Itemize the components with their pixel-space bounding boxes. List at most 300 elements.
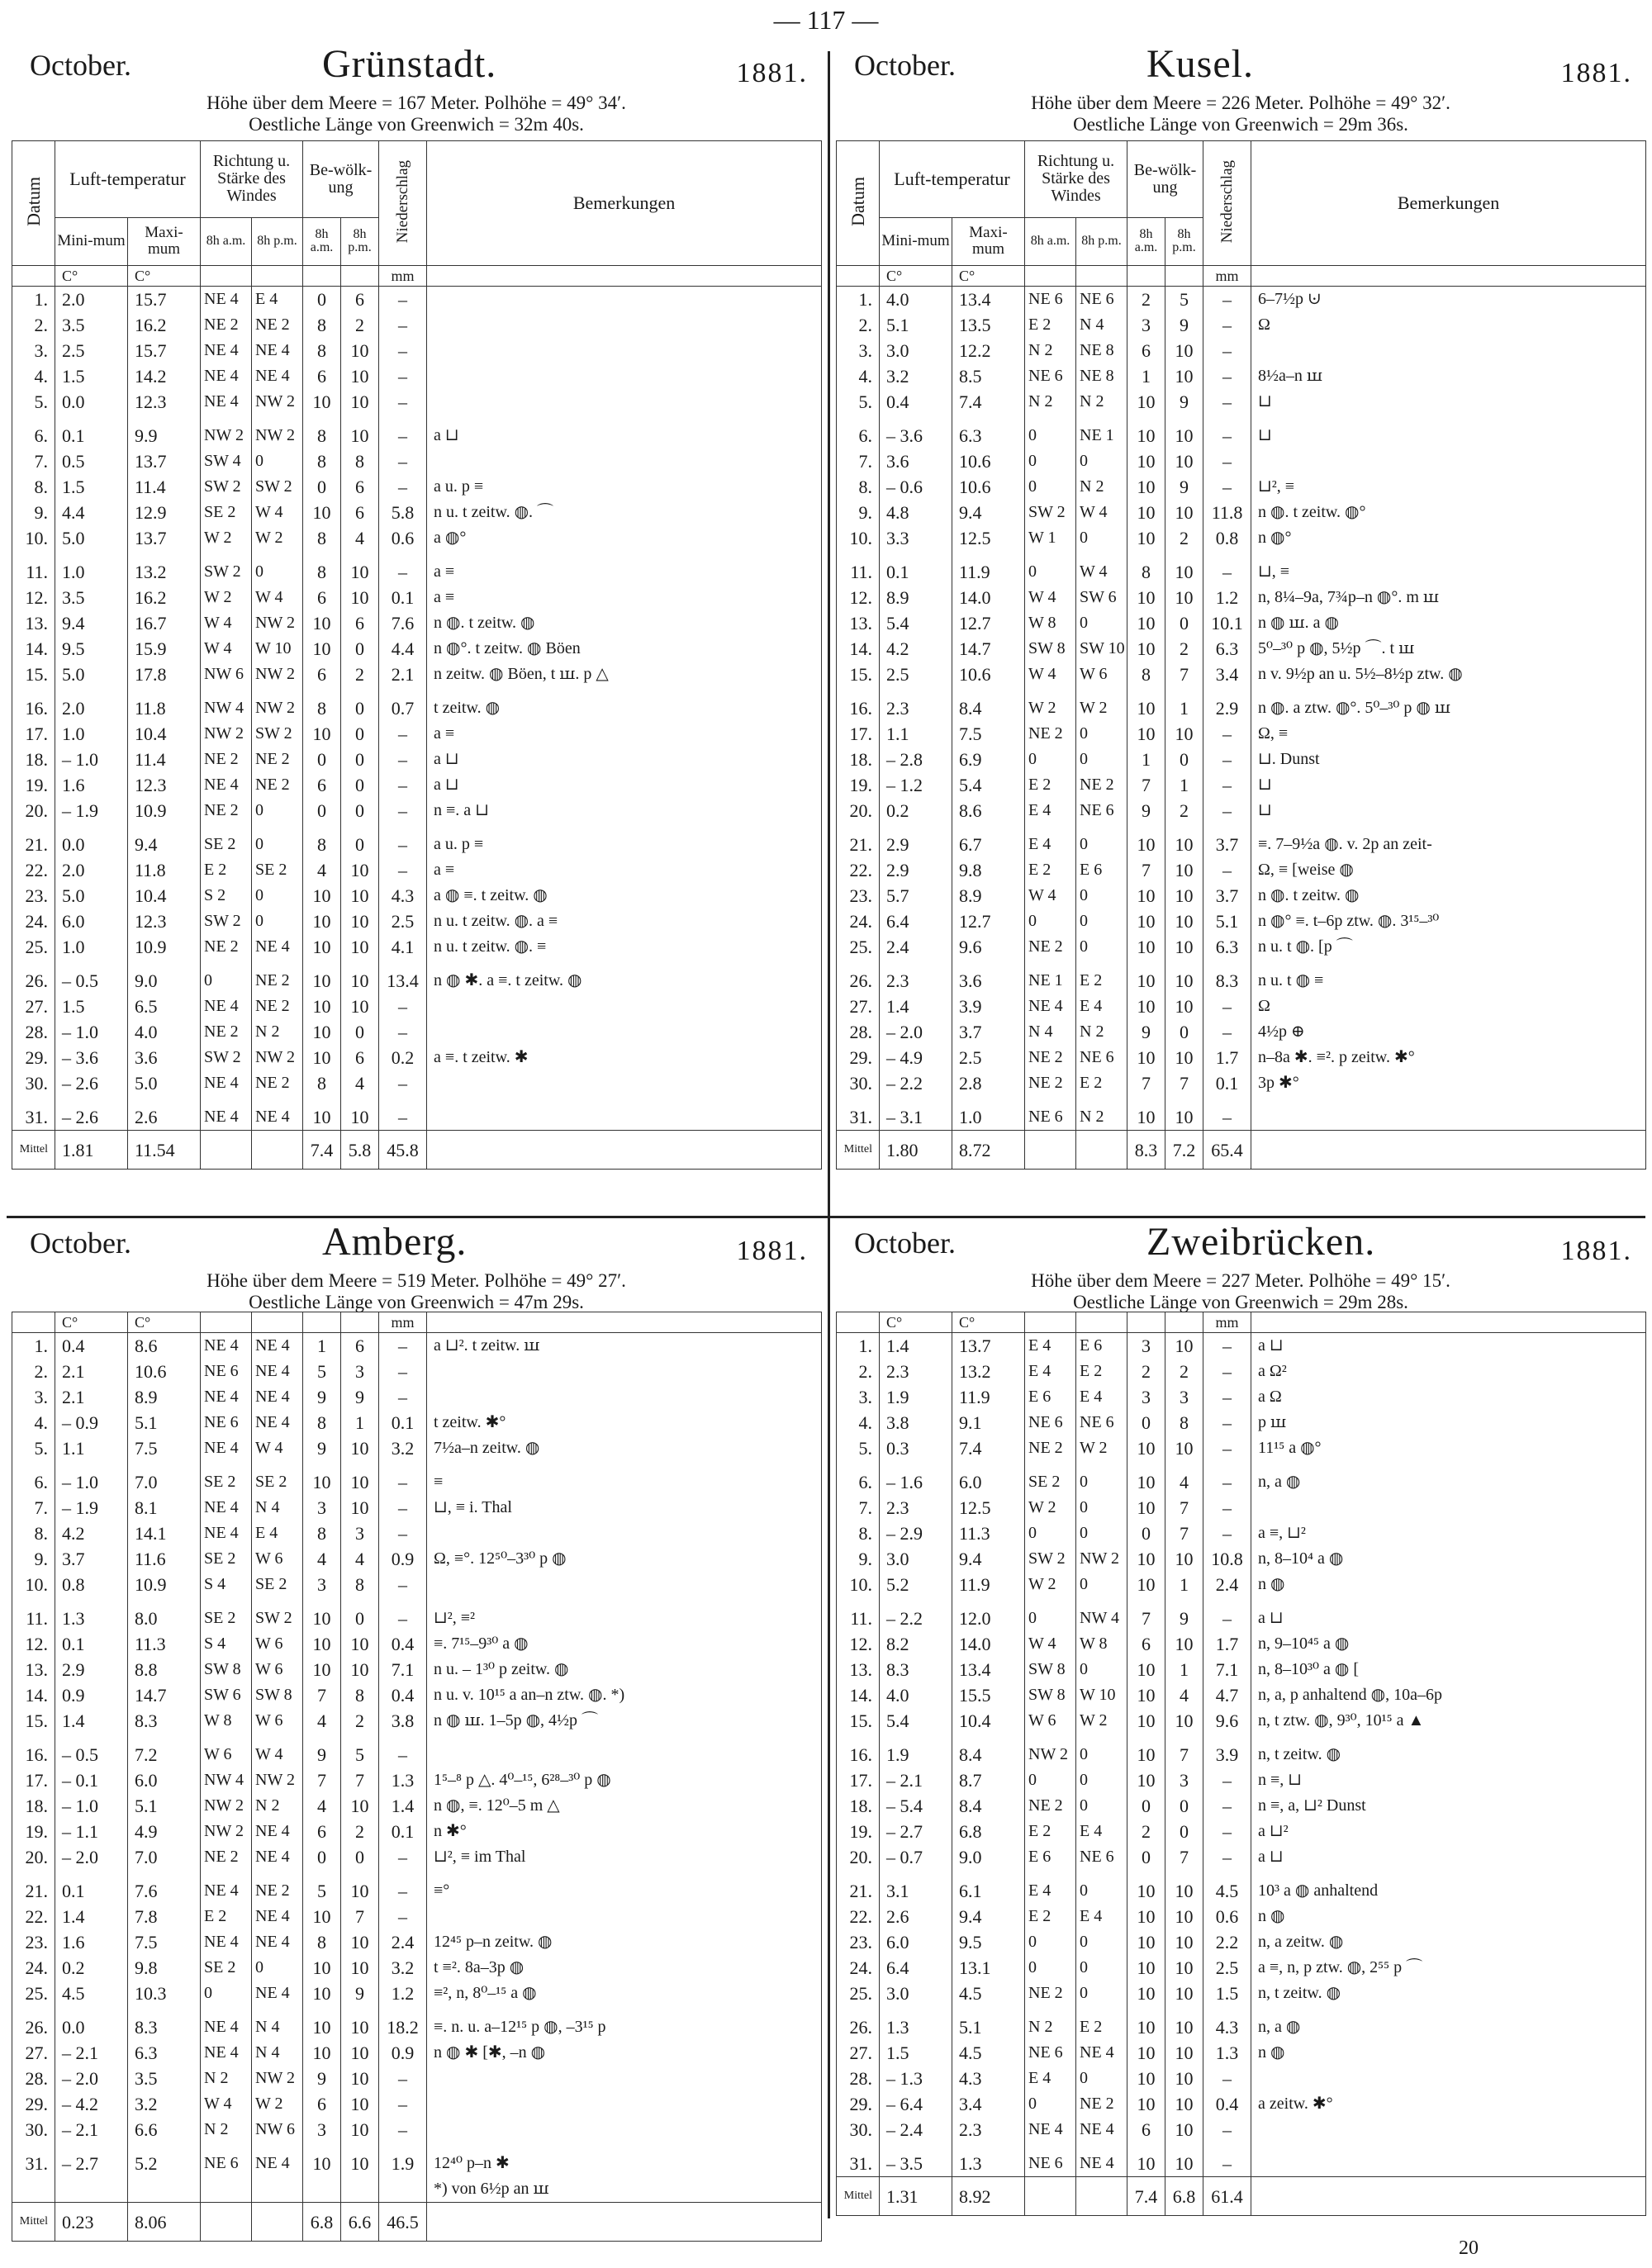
min-temp-cell: – 2.2 [880, 1597, 952, 1631]
wind-pm-cell: NE 8 [1076, 338, 1127, 363]
max-temp-cell: 6.0 [952, 1461, 1025, 1495]
precip-cell: – [1203, 448, 1251, 474]
wind-am-cell: 0 [1025, 1597, 1076, 1631]
cloud-am-cell: 0 [1127, 1521, 1165, 1546]
mittel-min-temp-cell: 1.80 [880, 1131, 952, 1170]
max-temp-cell: 10.6 [952, 448, 1025, 474]
min-temp-cell: 0.0 [55, 2006, 128, 2040]
precip-cell: – [379, 312, 427, 338]
max-temp-cell: 7.0 [128, 1844, 201, 1870]
wind-pm-cell: 0 [1076, 610, 1127, 636]
wind-am-cell: SW 8 [1025, 1682, 1076, 1708]
table-row [837, 1495, 1646, 1521]
table-row [12, 2142, 822, 2176]
wind-pm-cell: 0 [1076, 823, 1127, 857]
datum-cell: 18. [837, 1793, 880, 1819]
cloud-pm-cell: 7 [1165, 662, 1203, 687]
min-temp-cell: 1.0 [55, 551, 128, 585]
cloud-am-cell: 7 [1127, 857, 1165, 883]
precip-cell: – [1203, 287, 1251, 313]
remarks-cell: n, 8–10³⁰ a ◍ [ [1251, 1657, 1646, 1682]
wind-pm-cell: SW 8 [252, 1682, 303, 1708]
datum-cell: 22. [12, 1904, 55, 1929]
max-temp-cell: 4.5 [952, 2040, 1025, 2066]
cloud-am-cell: 10 [303, 1631, 341, 1657]
remarks-cell: a Ω [1251, 1384, 1646, 1410]
precip-cell: – [1203, 2142, 1251, 2177]
remarks-cell [1251, 2117, 1646, 2142]
remarks-cell: n, a ◍ [1251, 1461, 1646, 1495]
cloud-am-cell: 10 [1127, 585, 1165, 610]
cloud-pm-cell: 10 [1165, 1546, 1203, 1572]
cloud-am-cell: 1 [1127, 747, 1165, 772]
min-temp-cell: 1.5 [55, 363, 128, 389]
cloud-pm-cell: 10 [341, 363, 379, 389]
table-row [837, 1384, 1646, 1410]
min-temp-cell: 0.2 [55, 1955, 128, 1981]
cloud-am-cell: 6 [303, 662, 341, 687]
min-temp-cell: 4.2 [880, 636, 952, 662]
min-temp-cell: 8.2 [880, 1631, 952, 1657]
wind-pm-cell: W 4 [252, 585, 303, 610]
min-temp-cell: – 0.6 [880, 474, 952, 500]
cloud-am-cell: 10 [1127, 2066, 1165, 2091]
cloud-am-cell: 10 [303, 500, 341, 525]
min-temp-cell: – 1.0 [55, 1461, 128, 1495]
wind-am-cell: 0 [1025, 1767, 1076, 1793]
bemerkungen-header: Bemerkungen [1251, 141, 1646, 266]
table-row [837, 287, 1646, 313]
footnote-cell [379, 2176, 427, 2203]
min-temp-cell: 1.3 [880, 2006, 952, 2040]
wind-am-cell: W 8 [1025, 610, 1076, 636]
cloud-pm-cell: 2 [341, 1708, 379, 1734]
max-temp-cell: 10.4 [128, 883, 201, 909]
precip-cell: 3.9 [1203, 1734, 1251, 1767]
min-temp-cell: 1.5 [55, 994, 128, 1019]
cloud-pm-cell: 7 [1165, 1521, 1203, 1546]
max-temp-cell: 14.2 [128, 363, 201, 389]
cloud-pm-cell: 2 [1165, 525, 1203, 551]
cloud-pm-cell: 10 [1165, 1929, 1203, 1955]
wind-pm-cell: W 6 [1076, 662, 1127, 687]
cloud-am-cell: 3 [1127, 1384, 1165, 1410]
cloud-pm-cell: 10 [341, 857, 379, 883]
cloud-pm-cell: 4 [341, 1546, 379, 1572]
remarks-cell: 1⁵–⁸ p △. 4⁰–¹⁵, 6²⁸–³⁰ p ◍ [427, 1767, 822, 1793]
datum-cell: 21. [837, 823, 880, 857]
table-row [12, 1521, 822, 1546]
cloud-am-cell: 1 [1127, 363, 1165, 389]
min-temp-cell: 5.7 [880, 883, 952, 909]
table-row [12, 1359, 822, 1384]
min-temp-cell: 1.1 [55, 1435, 128, 1461]
remarks-cell: n, t zeitw. ◍ [1251, 1981, 1646, 2006]
table-row [837, 934, 1646, 960]
remarks-cell: a ⊔ [427, 772, 822, 798]
remarks-cell: n ◍ ✱ [✱, –n ◍ [427, 2040, 822, 2066]
precip-cell: – [1203, 1521, 1251, 1546]
precip-cell: 2.1 [379, 662, 427, 687]
mittel-wind-pm-cell [252, 1131, 303, 1170]
precip-cell: 5.1 [1203, 909, 1251, 934]
wind-am-cell: E 2 [1025, 857, 1076, 883]
max-temp-cell: 5.1 [952, 2006, 1025, 2040]
precip-cell: 9.6 [1203, 1708, 1251, 1734]
longitude-line: Oestliche Länge von Greenwich = 47m 29s. [249, 1292, 584, 1312]
cloud-am-cell: 8 [303, 525, 341, 551]
wind-am-cell: NE 6 [1025, 287, 1076, 313]
cloud-am-cell: 10 [1127, 1734, 1165, 1767]
cloud-pm-cell: 10 [1165, 994, 1203, 1019]
max-temp-cell: 8.4 [952, 1793, 1025, 1819]
wind-pm-cell: 0 [252, 448, 303, 474]
datum-cell: 8. [837, 1521, 880, 1546]
datum-cell: 4. [12, 363, 55, 389]
wind-pm-cell: NE 6 [1076, 287, 1127, 313]
table-row [837, 1597, 1646, 1631]
remarks-cell: ⊔², ≡ im Thal [427, 1844, 822, 1870]
unit-cell [1127, 266, 1165, 287]
wind-am-cell: NW 2 [201, 721, 252, 747]
max-temp-cell: 2.5 [952, 1045, 1025, 1070]
max-temp-cell: 8.8 [128, 1657, 201, 1682]
unit-cell [837, 266, 880, 287]
wind-pm-cell: W 6 [252, 1546, 303, 1572]
wind-am-cell: NE 4 [201, 1521, 252, 1546]
datum-cell: 16. [12, 687, 55, 721]
mittel-min-temp-cell: 0.23 [55, 2203, 128, 2242]
remarks-cell: n, a, p anhaltend ◍, 10a–6p [1251, 1682, 1646, 1708]
table-row [837, 312, 1646, 338]
max-temp-cell: 11.8 [128, 857, 201, 883]
wind-am-cell: NW 2 [201, 1819, 252, 1844]
datum-cell: 27. [12, 2040, 55, 2066]
min-temp-cell: 0.3 [880, 1435, 952, 1461]
table-row [12, 1384, 822, 1410]
table-row [12, 687, 822, 721]
wind-pm-cell: NW 2 [252, 610, 303, 636]
station-name: Amberg. [322, 1220, 468, 1264]
table-row [12, 1631, 822, 1657]
altitude-line: Höhe über dem Meere = 227 Meter. Polhöhe = 49° 15′. [1031, 1270, 1450, 1291]
year-label: 1881. [736, 1236, 808, 1266]
table-row [837, 1682, 1646, 1708]
wind-am-cell: SW 2 [201, 474, 252, 500]
wind-pm-cell: 0 [1076, 1929, 1127, 1955]
precip-cell: 0.7 [379, 687, 427, 721]
datum-cell: 4. [12, 1410, 55, 1435]
wind-am-cell: W 4 [1025, 585, 1076, 610]
max-temp-cell: 2.8 [952, 1070, 1025, 1096]
max-temp-cell: 8.7 [952, 1767, 1025, 1793]
wind-pm-cell: NW 2 [252, 389, 303, 415]
table-row [837, 585, 1646, 610]
mittel-cloud-am-cell: 7.4 [1127, 2177, 1165, 2216]
cloud-pm-cell: 10 [1165, 823, 1203, 857]
wind-pm-cell: N 2 [1076, 1019, 1127, 1045]
wind-am-cell: SE 2 [201, 1597, 252, 1631]
mittel-precip-cell: 65.4 [1203, 1131, 1251, 1170]
max-temp-cell: 9.4 [128, 823, 201, 857]
max-temp-cell: 6.6 [128, 2117, 201, 2142]
cloud-am-cell: 0 [303, 474, 341, 500]
cloud-am-cell: 10 [1127, 389, 1165, 415]
remarks-cell: a ⊔ [427, 747, 822, 772]
cloud-am-cell: 9 [303, 1435, 341, 1461]
max-temp-cell: 3.6 [952, 960, 1025, 994]
datum-cell: 4. [837, 1410, 880, 1435]
cloud-am-cell: 10 [303, 1597, 341, 1631]
remarks-cell: a ⊔². t zeitw. ꟺ [427, 1333, 822, 1359]
min-temp-cell: 0.1 [55, 1870, 128, 1904]
min-temp-cell: 5.2 [880, 1572, 952, 1597]
wind-am-cell: SW 2 [1025, 1546, 1076, 1572]
datum-cell: 14. [12, 1682, 55, 1708]
precip-cell: – [1203, 551, 1251, 585]
min-temp-cell: 5.0 [55, 662, 128, 687]
cloud-pm-cell: 1 [1165, 1657, 1203, 1682]
datum-cell: 12. [837, 585, 880, 610]
cloud-pm-cell: 10 [1165, 2091, 1203, 2117]
cloud-pm-cell: 10 [1165, 1981, 1203, 2006]
cloud-am-cell: 10 [303, 1019, 341, 1045]
wind-pm-cell: NE 4 [252, 1359, 303, 1384]
table-row [837, 1767, 1646, 1793]
remarks-cell [427, 2066, 822, 2091]
remarks-cell: a ⊔² [1251, 1819, 1646, 1844]
min-temp-cell: 2.0 [55, 687, 128, 721]
cloud-am-cell: 9 [1127, 1019, 1165, 1045]
cloud-pm-cell: 8 [341, 1572, 379, 1597]
mittel-label: Mittel [12, 1131, 55, 1170]
min-temp-cell: – 4.2 [55, 2091, 128, 2117]
remarks-cell: a ⊔ [427, 415, 822, 448]
wind-pm-cell: 0 [1076, 1657, 1127, 1682]
max-temp-cell: 10.6 [128, 1359, 201, 1384]
unit-cell [201, 1312, 252, 1333]
table-row [837, 415, 1646, 448]
wind-pm-cell: W 2 [1076, 687, 1127, 721]
precip-cell: – [1203, 389, 1251, 415]
max-temp-cell: 11.8 [128, 687, 201, 721]
cloud-pm-cell: 10 [1165, 448, 1203, 474]
wind-pm-cell: NE 4 [252, 363, 303, 389]
min-temp-cell: 4.4 [55, 500, 128, 525]
wind-am-cell: NE 6 [201, 1359, 252, 1384]
table-row [12, 1682, 822, 1708]
cloud-am-cell: 10 [1127, 2040, 1165, 2066]
remarks-cell: ≡. 7¹⁵–9³⁰ a ◍ [427, 1631, 822, 1657]
min-temp-cell: 1.0 [55, 721, 128, 747]
table-row [12, 287, 822, 313]
remarks-cell: a ≡ [427, 551, 822, 585]
table-row [837, 1019, 1646, 1045]
remarks-cell: a ≡ [427, 721, 822, 747]
precip-cell: 0.4 [379, 1682, 427, 1708]
min-temp-cell: – 2.0 [880, 1019, 952, 1045]
unit-cell [12, 1312, 55, 1333]
remarks-cell: n u. – 1³⁰ p zeitw. ◍ [427, 1657, 822, 1682]
wind-am-cell: S 4 [201, 1631, 252, 1657]
max-temp-cell: 8.0 [128, 1597, 201, 1631]
wind-pm-cell: NE 6 [1076, 798, 1127, 823]
wind-am-cell: NE 4 [201, 1495, 252, 1521]
max-temp-cell: 14.0 [952, 585, 1025, 610]
unit-cell: C° [952, 266, 1025, 287]
cloud-pm-cell: 10 [1165, 2117, 1203, 2142]
table-row [837, 2091, 1646, 2117]
datum-cell: 28. [12, 1019, 55, 1045]
table-row [12, 2091, 822, 2117]
precip-cell: – [1203, 1495, 1251, 1521]
wind-pm-cell: 0 [1076, 448, 1127, 474]
footnote-row [12, 2176, 822, 2203]
min-temp-cell: 0.5 [55, 448, 128, 474]
precip-cell: – [379, 1384, 427, 1410]
table-row [837, 610, 1646, 636]
table-row [837, 1819, 1646, 1844]
unit-cell: C° [55, 1312, 128, 1333]
max-temp-cell: 10.9 [128, 1572, 201, 1597]
precip-cell: – [379, 1096, 427, 1131]
wind-pm-cell: N 2 [252, 1019, 303, 1045]
wind-am-header: 8h a.m. [1025, 217, 1076, 265]
table-row [837, 823, 1646, 857]
cloud-pm-cell: 10 [341, 2117, 379, 2142]
min-temp-cell: 1.9 [880, 1734, 952, 1767]
wind-pm-cell: SW 2 [252, 1597, 303, 1631]
wind-pm-cell: NE 2 [252, 1070, 303, 1096]
mittel-cloud-pm-cell: 6.6 [341, 2203, 379, 2242]
min-temp-cell: – 2.0 [55, 1844, 128, 1870]
remarks-cell: n u. t zeitw. ◍. ⌒ [427, 500, 822, 525]
max-temp-cell: 9.6 [952, 934, 1025, 960]
wind-pm-cell: NE 4 [1076, 2040, 1127, 2066]
wind-pm-cell: NE 4 [252, 1981, 303, 2006]
wind-am-cell: NE 4 [201, 363, 252, 389]
table-row [837, 1461, 1646, 1495]
wind-am-cell: NE 2 [201, 1019, 252, 1045]
wind-pm-cell: NE 4 [1076, 2142, 1127, 2177]
precip-cell: – [1203, 363, 1251, 389]
wind-pm-cell: NW 4 [1076, 1597, 1127, 1631]
min-temp-cell: 0.4 [55, 1333, 128, 1359]
wind-am-cell: 0 [1025, 2091, 1076, 2117]
max-temp-cell: 5.4 [952, 772, 1025, 798]
wind-am-cell: NE 2 [201, 1844, 252, 1870]
footnote-cell [201, 2176, 252, 2203]
wind-am-cell: NE 4 [201, 1870, 252, 1904]
table-row [837, 1793, 1646, 1819]
wind-pm-cell: 0 [1076, 1734, 1127, 1767]
cloud-am-cell: 7 [1127, 1070, 1165, 1096]
table-row [837, 721, 1646, 747]
cloud-pm-cell: 8 [341, 1682, 379, 1708]
precip-cell: 0.2 [379, 1045, 427, 1070]
max-temp-cell: 7.5 [952, 721, 1025, 747]
cloud-pm-cell: 0 [1165, 1793, 1203, 1819]
table-row [837, 1955, 1646, 1981]
datum-header-label: Datum [847, 177, 868, 226]
cloud-am-cell: 0 [303, 798, 341, 823]
lufttemperatur-header: Luft-temperatur [55, 141, 201, 218]
wind-am-cell: SW 8 [1025, 636, 1076, 662]
cloud-pm-cell: 10 [341, 883, 379, 909]
table-row [837, 1708, 1646, 1734]
wind-am-cell: E 2 [1025, 312, 1076, 338]
min-temp-cell: 0.4 [880, 389, 952, 415]
maximum-header: Maxi-mum [952, 217, 1025, 265]
wind-am-cell: SW 6 [201, 1682, 252, 1708]
datum-cell: 29. [12, 2091, 55, 2117]
cloud-pm-cell: 7 [341, 1904, 379, 1929]
cloud-am-cell: 10 [303, 934, 341, 960]
remarks-cell: n ◍ ꟺ. a ◍ [1251, 610, 1646, 636]
precip-cell: 0.4 [1203, 2091, 1251, 2117]
cloud-pm-cell: 7 [1165, 1734, 1203, 1767]
max-temp-cell: 15.7 [128, 287, 201, 313]
wind-am-cell: N 4 [1025, 1019, 1076, 1045]
datum-cell: 6. [837, 415, 880, 448]
min-temp-cell: 6.0 [55, 909, 128, 934]
month-label: October. [854, 1227, 956, 1260]
remarks-cell: Ω, ≡°. 12⁵⁰–3³⁰ p ◍ [427, 1546, 822, 1572]
datum-cell: 31. [12, 2142, 55, 2176]
cloud-pm-cell: 10 [1165, 1435, 1203, 1461]
cloud-pm-cell: 10 [341, 2142, 379, 2176]
bemerkungen-header: Bemerkungen [427, 141, 822, 266]
remarks-cell: Ω, ≡ [1251, 721, 1646, 747]
table-row [837, 1631, 1646, 1657]
precip-cell: 1.2 [379, 1981, 427, 2006]
cloud-am-cell: 4 [303, 1708, 341, 1734]
precip-cell: – [379, 1461, 427, 1495]
table-row [12, 500, 822, 525]
precip-cell: – [1203, 1767, 1251, 1793]
remarks-cell [1251, 2066, 1646, 2091]
cloud-pm-cell: 6 [341, 1045, 379, 1070]
cloud-am-cell: 3 [1127, 312, 1165, 338]
wind-pm-cell: NE 6 [1076, 1410, 1127, 1435]
cloud-am-cell: 9 [303, 1734, 341, 1767]
cloud-pm-cell: 10 [341, 1929, 379, 1955]
table-row [837, 636, 1646, 662]
unit-cell [837, 1312, 880, 1333]
cloud-pm-cell: 9 [1165, 312, 1203, 338]
cloud-pm-cell: 10 [341, 2006, 379, 2040]
datum-cell: 9. [12, 500, 55, 525]
min-temp-cell: 0.0 [55, 823, 128, 857]
max-temp-cell: 11.9 [952, 551, 1025, 585]
cloud-pm-cell: 4 [341, 1070, 379, 1096]
datum-cell: 20. [837, 798, 880, 823]
datum-cell: 25. [12, 1981, 55, 2006]
mittel-remarks-cell [427, 2203, 822, 2242]
max-temp-cell: 10.4 [128, 721, 201, 747]
cloud-am-cell: 10 [1127, 823, 1165, 857]
wind-am-cell: SW 2 [1025, 500, 1076, 525]
datum-cell: 5. [837, 389, 880, 415]
wind-am-cell: NE 4 [201, 1333, 252, 1359]
precip-cell: 4.1 [379, 934, 427, 960]
datum-cell: 23. [837, 883, 880, 909]
remarks-cell: n–8a ✱. ≡². p zeitw. ✱° [1251, 1045, 1646, 1070]
cloud-pm-cell: 10 [1165, 883, 1203, 909]
wind-pm-cell: NE 4 [252, 1844, 303, 1870]
table-row [837, 798, 1646, 823]
cloud-am-cell: 3 [303, 1495, 341, 1521]
